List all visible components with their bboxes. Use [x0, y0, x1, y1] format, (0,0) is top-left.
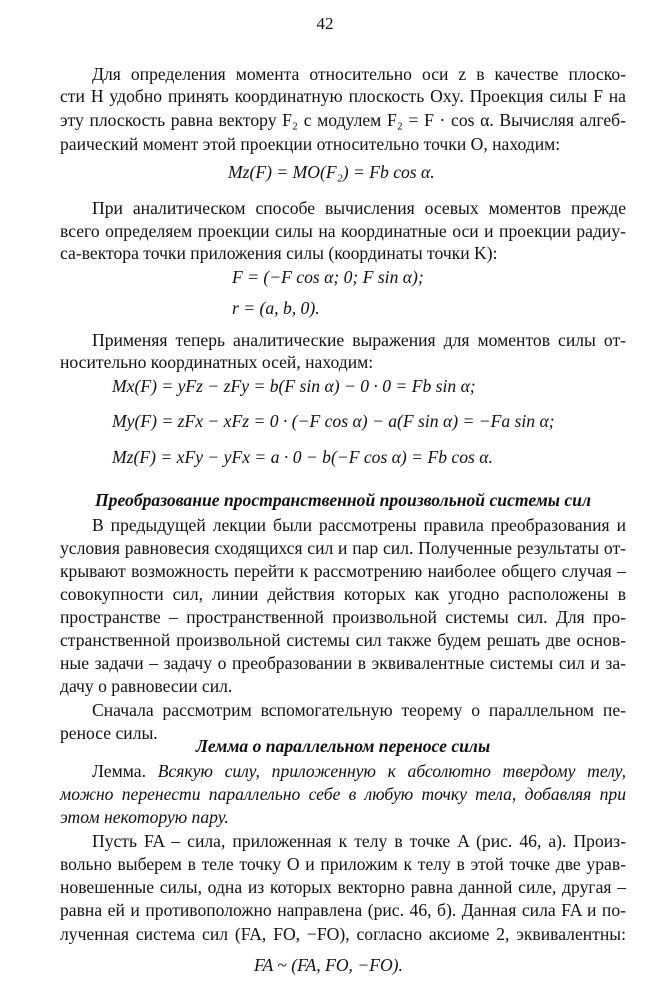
para1-line2: сти H удобно принять координатную плоскость Oxy. Проекция силы F на [60, 86, 626, 106]
para2-line2: всего определяем проекции силы на координатные оси и проекции радиу- [60, 221, 626, 241]
section-heading-lemma: Лемма о параллельном переносе силы [195, 736, 491, 756]
lemma-statement-1: Всякую силу, приложенную к абсолютно твердому телу, [157, 761, 626, 781]
equation-mx: Mx(F) = yFz − zFy = b(F sin α) − 0 · 0 = Fb sin α; [112, 376, 476, 396]
equation-force-vector: F = (−F cos α; 0; F sin α); [232, 267, 424, 287]
para1-line1: Для определения момента относительно оси z в качестве плоско- [92, 64, 626, 84]
equation-radius-vector: r = (a, b, 0). [232, 298, 320, 318]
para4-line1: В предыдущей лекции были рассмотрены правила преобразования и [92, 515, 626, 535]
para6-line4: равна ей и противоположно направлена (рис. 46, б). Данная сила FA и по- [60, 900, 626, 920]
para2-line3: са-вектора точки приложения силы (координаты точки K): [60, 243, 498, 263]
para2-line1: При аналитическом способе вычисления осевых моментов прежде [92, 198, 626, 218]
para4-line7: ные задачи – задачу о преобразовании в эквивалентные системы сил и за- [60, 653, 626, 673]
section-heading-transformation: Преобразование пространственной произвольной системы сил [95, 490, 591, 510]
lemma-line2: можно перенести параллельно себе в любую точку тела, добавляя при [60, 784, 626, 804]
lemma-line1 [92, 760, 626, 782]
lemma-line3: этом некоторую пару. [60, 807, 229, 827]
para4-line6: странственной произвольной системы сил также будем решать две основ- [60, 630, 626, 650]
para6-line5: лученная система сил (FA, FO, −FO), согласно аксиоме 2, эквивалентны: [60, 924, 626, 944]
para5-line2: реносе силы. [60, 723, 158, 743]
para6-line1: Пусть FA – сила, приложенная к телу в точке A (рис. 46, а). Произ- [92, 831, 626, 851]
para4-line3: крывают возможность перейти к рассмотрению наиболее общего случая – [60, 561, 626, 581]
para4-line2: условия равновесия сходящихся сил и пар сил. Полученные результаты от- [60, 538, 626, 558]
equation-mz: Mz(F) = xFy − yFx = a · 0 − b(−F cos α) = Fb cos α. [112, 447, 493, 467]
equation-mz-projection: Mz(F) = MO(F₂) = Fb cos α. [228, 162, 435, 182]
para4-line8: дачу о равновесии сил. [60, 676, 233, 696]
page-number: 42 [316, 14, 334, 33]
para3-line2: носительно координатных осей, находим: [60, 352, 374, 372]
para6-line2: вольно выберем в теле точку O и приложим к телу в этой точке две урав- [60, 854, 626, 874]
para6-line3: новешенные силы, одна из которых векторно равна данной силе, другая – [60, 877, 626, 897]
para4-line4: совокупности сил, линии действия которых как угодно расположены в [60, 584, 626, 604]
para5-line1: Сначала рассмотрим вспомогательную теорему о параллельном пе- [92, 700, 626, 720]
para3-line1: Применяя теперь аналитические выражения для моментов силы от- [92, 330, 626, 350]
para1-line3: эту плоскость равна вектору F₂ с модулем F₂ = F · cos α. Вычисляя алгеб- [60, 110, 626, 130]
lemma-label: Лемма. [92, 761, 146, 781]
para1-line4: раический момент этой проекции относительно точки O, находим: [60, 134, 561, 154]
para4-line5: пространстве – пространственной произвольной системы сил. Для про- [60, 607, 626, 627]
equation-my: My(F) = zFx − xFz = 0 · (−F cos α) − a(F sin α) = −Fa sin α; [112, 411, 555, 431]
equation-equivalence: FA ~ (FA, FO, −FO). [254, 955, 403, 975]
